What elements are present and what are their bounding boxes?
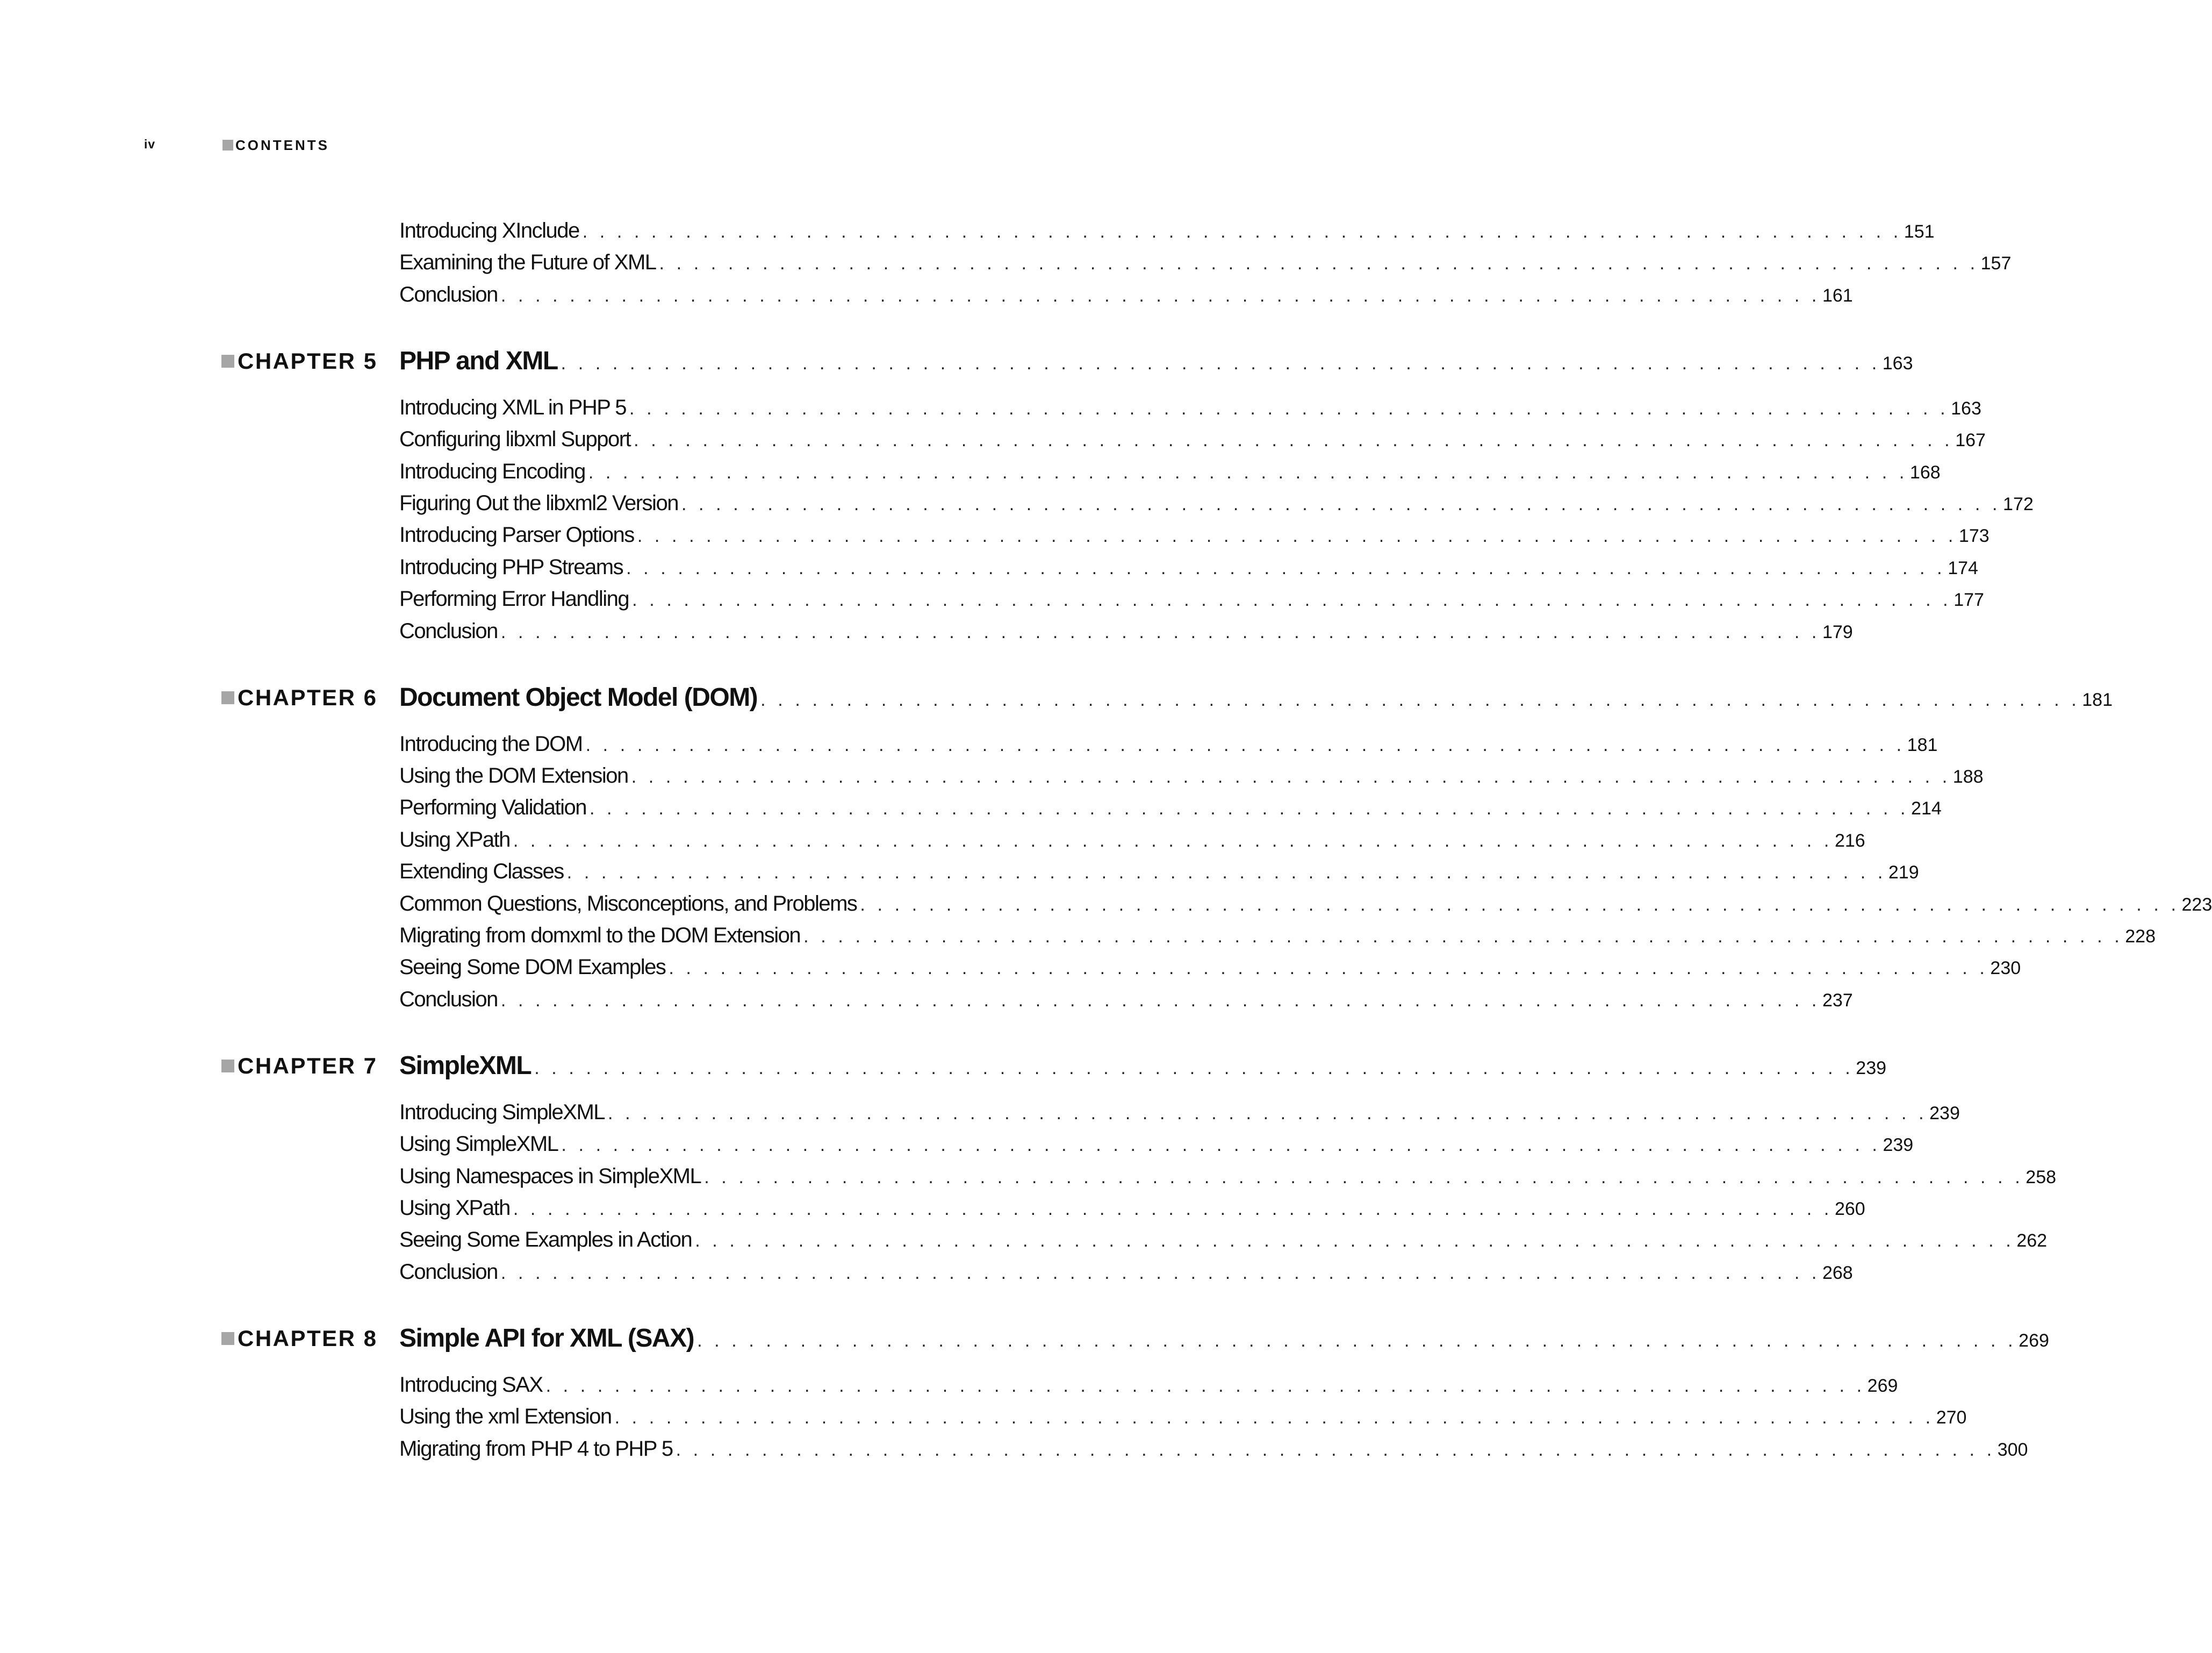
page-number: 239 (1883, 1135, 1914, 1156)
chapter-number: CHAPTER 8 (238, 1325, 378, 1351)
toc-entry-title: Figuring Out the libxml2 Version (399, 491, 678, 515)
toc-entry (399, 456, 1941, 487)
toc-entry-title: Using SimpleXML (399, 1132, 558, 1156)
toc-entry-title: Common Questions, Misconceptions, and Problems (399, 891, 857, 915)
toc-entry-title: Conclusion (399, 987, 498, 1011)
toc-entry (399, 984, 1853, 1015)
toc-entry (399, 792, 1942, 823)
toc-entry-title: Using the xml Extension (399, 1405, 612, 1429)
toc-entry (399, 1369, 1898, 1400)
toc-entry-title: Introducing the DOM (399, 732, 583, 756)
toc-entry (399, 728, 1938, 760)
toc-entry (399, 1433, 2028, 1464)
page-number: 161 (1822, 285, 1853, 306)
page-number: 230 (1990, 958, 2021, 979)
page-number: 157 (1980, 253, 2012, 274)
toc-entry-title: Introducing PHP Streams (399, 555, 623, 579)
page-number: 163 (1951, 398, 1981, 419)
running-head (222, 137, 329, 154)
toc-entry-title: Introducing SimpleXML (399, 1100, 605, 1124)
toc-entry (399, 1401, 1967, 1432)
dot-leader: . . . . . . . . . . . . . . . . . . . . . . . . . . . . . . . . . . . . . . . . . . . . . . . . . . . . . . . . . . . . . . . . . . . . . . . . . . . . . (803, 926, 2123, 947)
square-bullet-icon (221, 691, 234, 704)
dot-leader: . . . . . . . . . . . . . . . . . . . . . . . . . . . . . . . . . . . . . . . . . . . . . . . . . . . . . . . . . . . . . . . . . . . . . . . . . . . . . (637, 526, 1957, 547)
chapter-title: Document Object Model (DOM) (399, 683, 758, 712)
square-bullet-icon (221, 1060, 234, 1072)
toc-entry (399, 888, 2212, 919)
toc-entry (399, 824, 1865, 855)
dot-leader: . . . . . . . . . . . . . . . . . . . . . . . . . . . . . . . . . . . . . . . . . . . . . . . . . . . . . . . . . . . . . . . . . . . . . . . . . . . . . (561, 353, 1880, 374)
dot-leader: . . . . . . . . . . . . . . . . . . . . . . . . . . . . . . . . . . . . . . . . . . . . . . . . . . . . . . . . . . . . . . . . . . . . . . . . . . . . . (513, 1199, 1833, 1219)
toc-entry-title: Using XPath (399, 1196, 510, 1220)
chapter-title-row (399, 680, 2113, 715)
dot-leader: . . . . . . . . . . . . . . . . . . . . . . . . . . . . . . . . . . . . . . . . . . . . . . . . . . . . . . . . . . . . . . . . . . . . . . . . . . . . . (534, 1057, 1854, 1078)
toc-entry-title: Performing Error Handling (399, 587, 629, 611)
page-number: 219 (1888, 862, 1919, 883)
dot-leader: . . . . . . . . . . . . . . . . . . . . . . . . . . . . . . . . . . . . . . . . . . . . . . . . . . . . . . . . . . . . . . . . . . . . . . . . . . . . . (500, 621, 1820, 642)
dot-leader: . . . . . . . . . . . . . . . . . . . . . . . . . . . . . . . . . . . . . . . . . . . . . . . . . . . . . . . . . . . . . . . . . . . . . . . . . . . . . (695, 1230, 2015, 1251)
dot-leader: . . . . . . . . . . . . . . . . . . . . . . . . . . . . . . . . . . . . . . . . . . . . . . . . . . . . . . . . . . . . . . . . . . . . . . . . . . . . . (500, 1262, 1820, 1283)
toc-entry (399, 424, 1986, 455)
chapter-title-row (399, 1048, 1887, 1084)
toc-entry (399, 488, 2034, 519)
page-number: 188 (1952, 767, 1984, 787)
page-number: 239 (1929, 1103, 1960, 1124)
toc-entry-title: Migrating from domxml to the DOM Extension (399, 924, 801, 947)
page-number: 179 (1822, 621, 1853, 642)
toc-entry (399, 1097, 1960, 1128)
dot-leader: . . . . . . . . . . . . . . . . . . . . . . . . . . . . . . . . . . . . . . . . . . . . . . . . . . . . . . . . . . . . . . . . . . . . . . . . . . . . . (704, 1167, 2024, 1187)
page-number: iv (144, 137, 156, 151)
dot-leader: . . . . . . . . . . . . . . . . . . . . . . . . . . . . . . . . . . . . . . . . . . . . . . . . . . . . . . . . . . . . . . . . . . . . . . . . . . . . . (561, 1135, 1881, 1156)
toc-entry (399, 1256, 1853, 1287)
chapter-label (221, 1321, 378, 1356)
toc-entry-title: Introducing SAX (399, 1372, 543, 1397)
square-bullet-icon (222, 140, 233, 151)
dot-leader: . . . . . . . . . . . . . . . . . . . . . . . . . . . . . . . . . . . . . . . . . . . . . . . . . . . . . . . . . . . . . . . . . . . . . . . . . . . . . (582, 221, 1902, 242)
chapter-title-row (399, 1321, 2049, 1356)
dot-leader: . . . . . . . . . . . . . . . . . . . . . . . . . . . . . . . . . . . . . . . . . . . . . . . . . . . . . . . . . . . . . . . . . . . . . . . . . . . . . (760, 689, 2080, 710)
toc-entry (399, 279, 1853, 310)
toc-entry (399, 920, 2156, 951)
toc-entry-title: Migrating from PHP 4 to PHP 5 (399, 1436, 673, 1461)
page-number: 237 (1822, 990, 1853, 1011)
page-number: 172 (2003, 494, 2034, 514)
toc-entry (399, 583, 1984, 614)
toc-entry (399, 392, 1981, 423)
toc-entry-title: Introducing XML in PHP 5 (399, 395, 627, 419)
toc-entry (399, 519, 1990, 550)
dot-leader: . . . . . . . . . . . . . . . . . . . . . . . . . . . . . . . . . . . . . . . . . . . . . . . . . . . . . . . . . . . . . . . . . . . . . . . . . . . . . (626, 557, 1946, 578)
page-number: 223 (2181, 894, 2212, 915)
toc-entry (399, 1224, 2048, 1255)
toc-entry (399, 552, 1978, 583)
toc-entry-title: Conclusion (399, 619, 498, 643)
toc-entry-title: Seeing Some Examples in Action (399, 1228, 692, 1252)
running-head-label: CONTENTS (235, 137, 329, 153)
page-number: 300 (1997, 1439, 2028, 1460)
dot-leader: . . . . . . . . . . . . . . . . . . . . . . . . . . . . . . . . . . . . . . . . . . . . . . . . . . . . . . . . . . . . . . . . . . . . . . . . . . . . . (697, 1330, 2017, 1351)
chapter-title-row (399, 344, 1913, 379)
chapter-label (221, 1048, 378, 1084)
toc-entry-title: Introducing Parser Options (399, 523, 634, 547)
toc-entry-title: Using the DOM Extension (399, 764, 628, 788)
dot-leader: . . . . . . . . . . . . . . . . . . . . . . . . . . . . . . . . . . . . . . . . . . . . . . . . . . . . . . . . . . . . . . . . . . . . . . . . . . . . . (500, 285, 1820, 306)
toc-entry-title: Performing Validation (399, 796, 586, 820)
chapter-label (221, 680, 378, 715)
page-number: 262 (2016, 1230, 2048, 1251)
toc-entry (399, 215, 1935, 246)
toc-entry-title: Examining the Future of XML (399, 251, 656, 275)
dot-leader: . . . . . . . . . . . . . . . . . . . . . . . . . . . . . . . . . . . . . . . . . . . . . . . . . . . . . . . . . . . . . . . . . . . . . . . . . . . . . (631, 767, 1951, 787)
dot-leader: . . . . . . . . . . . . . . . . . . . . . . . . . . . . . . . . . . . . . . . . . . . . . . . . . . . . . . . . . . . . . . . . . . . . . . . . . . . . . (681, 494, 2001, 514)
dot-leader: . . . . . . . . . . . . . . . . . . . . . . . . . . . . . . . . . . . . . . . . . . . . . . . . . . . . . . . . . . . . . . . . . . . . . . . . . . . . . (614, 1407, 1934, 1428)
toc-entry-title: Using XPath (399, 827, 510, 851)
toc-entry (399, 1128, 1914, 1160)
chapter-number: CHAPTER 5 (238, 348, 378, 374)
dot-leader: . . . . . . . . . . . . . . . . . . . . . . . . . . . . . . . . . . . . . . . . . . . . . . . . . . . . . . . . . . . . . . . . . . . . . . . . . . . . . (585, 734, 1905, 755)
dot-leader: . . . . . . . . . . . . . . . . . . . . . . . . . . . . . . . . . . . . . . . . . . . . . . . . . . . . . . . . . . . . . . . . . . . . . . . . . . . . . (566, 862, 1886, 883)
dot-leader: . . . . . . . . . . . . . . . . . . . . . . . . . . . . . . . . . . . . . . . . . . . . . . . . . . . . . . . . . . . . . . . . . . . . . . . . . . . . . (634, 430, 1954, 451)
toc-entry (399, 760, 1984, 791)
page-number: 177 (1954, 590, 1984, 611)
dot-leader: . . . . . . . . . . . . . . . . . . . . . . . . . . . . . . . . . . . . . . . . . . . . . . . . . . . . . . . . . . . . . . . . . . . . . . . . . . . . . (659, 253, 1979, 274)
chapter-title: Simple API for XML (SAX) (399, 1323, 694, 1353)
page-number: 268 (1822, 1262, 1853, 1283)
page-number: 260 (1834, 1199, 1865, 1219)
toc-entry-title: Conclusion (399, 1260, 498, 1284)
page-number: 174 (1948, 557, 1978, 578)
toc-entry-title: Conclusion (399, 282, 498, 306)
dot-leader: . . . . . . . . . . . . . . . . . . . . . . . . . . . . . . . . . . . . . . . . . . . . . . . . . . . . . . . . . . . . . . . . . . . . . . . . . . . . . (513, 830, 1833, 851)
chapter-number: CHAPTER 6 (238, 684, 378, 710)
page-number: 270 (1936, 1407, 1967, 1428)
dot-leader: . . . . . . . . . . . . . . . . . . . . . . . . . . . . . . . . . . . . . . . . . . . . . . . . . . . . . . . . . . . . . . . . . . . . . . . . . . . . . (669, 958, 1988, 979)
page-number: 173 (1958, 526, 1990, 547)
toc-entry-title: Introducing XInclude (399, 219, 579, 242)
toc-entry (399, 1192, 1865, 1223)
page-number: 228 (2125, 926, 2156, 947)
toc-entry-title: Using Namespaces in SimpleXML (399, 1164, 701, 1188)
page-number: 151 (1904, 221, 1935, 242)
toc-entry (399, 616, 1853, 647)
toc-entry (399, 856, 1919, 887)
dot-leader: . . . . . . . . . . . . . . . . . . . . . . . . . . . . . . . . . . . . . . . . . . . . . . . . . . . . . . . . . . . . . . . . . . . . . . . . . . . . . (500, 990, 1820, 1011)
page-number: 167 (1955, 430, 1986, 451)
dot-leader: . . . . . . . . . . . . . . . . . . . . . . . . . . . . . . . . . . . . . . . . . . . . . . . . . . . . . . . . . . . . . . . . . . . . . . . . . . . . . (589, 798, 1909, 819)
page-number: 181 (2082, 689, 2113, 710)
dot-leader: . . . . . . . . . . . . . . . . . . . . . . . . . . . . . . . . . . . . . . . . . . . . . . . . . . . . . . . . . . . . . . . . . . . . . . . . . . . . . (629, 398, 1949, 419)
dot-leader: . . . . . . . . . . . . . . . . . . . . . . . . . . . . . . . . . . . . . . . . . . . . . . . . . . . . . . . . . . . . . . . . . . . . . . . . . . . . . (545, 1375, 1865, 1396)
toc-entry (399, 951, 2021, 983)
dot-leader: . . . . . . . . . . . . . . . . . . . . . . . . . . . . . . . . . . . . . . . . . . . . . . . . . . . . . . . . . . . . . . . . . . . . . . . . . . . . . (608, 1103, 1928, 1124)
toc-entry-title: Extending Classes (399, 860, 564, 884)
page-number: 269 (1867, 1375, 1898, 1396)
page-number: 216 (1834, 830, 1865, 851)
dot-leader: . . . . . . . . . . . . . . . . . . . . . . . . . . . . . . . . . . . . . . . . . . . . . . . . . . . . . . . . . . . . . . . . . . . . . . . . . . . . . (860, 894, 2180, 915)
chapter-title: PHP and XML (399, 346, 558, 375)
dot-leader: . . . . . . . . . . . . . . . . . . . . . . . . . . . . . . . . . . . . . . . . . . . . . . . . . . . . . . . . . . . . . . . . . . . . . . . . . . . . . (588, 462, 1908, 483)
dot-leader: . . . . . . . . . . . . . . . . . . . . . . . . . . . . . . . . . . . . . . . . . . . . . . . . . . . . . . . . . . . . . . . . . . . . . . . . . . . . . (632, 590, 1952, 611)
page-number: 163 (1882, 353, 1913, 374)
chapter-title: SimpleXML (399, 1051, 532, 1080)
page-number: 258 (2026, 1167, 2057, 1187)
toc-entry (399, 247, 2012, 278)
page-number: 168 (1909, 462, 1941, 483)
dot-leader: . . . . . . . . . . . . . . . . . . . . . . . . . . . . . . . . . . . . . . . . . . . . . . . . . . . . . . . . . . . . . . . . . . . . . . . . . . . . . (676, 1439, 1995, 1460)
page-number: 239 (1856, 1057, 1887, 1078)
chapter-label (221, 344, 378, 379)
toc-entry-title: Seeing Some DOM Examples (399, 955, 666, 979)
chapter-number: CHAPTER 7 (238, 1053, 378, 1078)
page-number: 269 (2019, 1330, 2049, 1351)
square-bullet-icon (221, 355, 234, 368)
toc-entry-title: Introducing Encoding (399, 459, 585, 483)
square-bullet-icon (221, 1332, 234, 1345)
page-number: 214 (1911, 798, 1942, 819)
page-number: 181 (1907, 734, 1938, 755)
toc-entry (399, 1161, 2057, 1192)
toc-entry-title: Configuring libxml Support (399, 427, 631, 452)
